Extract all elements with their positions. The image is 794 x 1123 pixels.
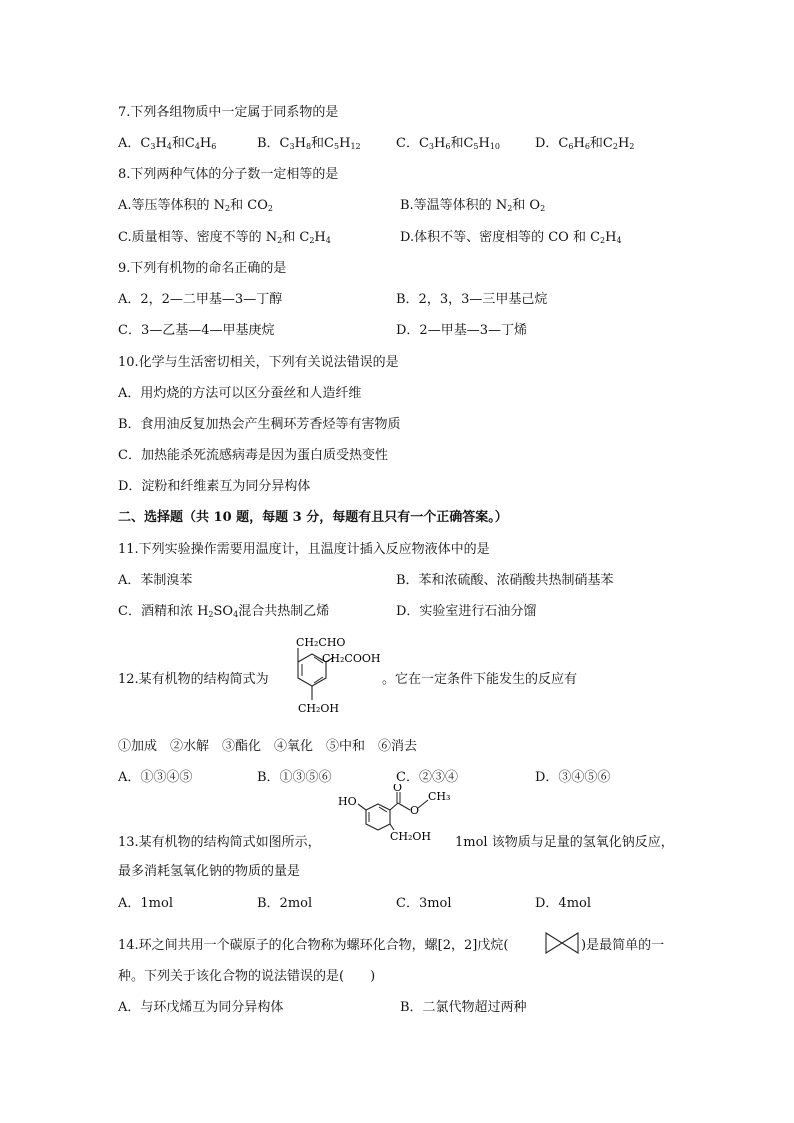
q7-option-d: D．$C_6H_6$和$C_2H_2$ <box>535 136 635 151</box>
q13-option-c: C．3mol <box>396 896 452 911</box>
q12-option-d: D．③④⑤⑥ <box>535 770 611 785</box>
q12-reactions: ①加成 ②水解 ③酯化 ④氧化 ⑤中和 ⑥消去 <box>118 739 418 754</box>
q12-group-ch2cho: CH₂CHO <box>296 636 346 649</box>
q12-group-ch2cooh: CH₂COOH <box>322 652 381 665</box>
q14-stem-prefix: 14.环之间共用一个碳原子的化合物称为螺环化合物，螺[2，2]戊烷( <box>118 938 509 953</box>
q7-option-a: A．$C_3H_4$和$C_4H_6$ <box>118 136 217 151</box>
q11-option-b: B．苯和浓硫酸、浓硝酸共热制硝基苯 <box>396 573 614 588</box>
q14-option-a: A．与环戊烯互为同分异构体 <box>118 1000 284 1015</box>
q13-option-b: B．2mol <box>257 896 313 911</box>
q7-option-b: B．$C_3H_8$和$C_5H_{12}$ <box>257 136 361 151</box>
q13-option-d: D．4mol <box>535 896 592 911</box>
q9-option-c: C．3—乙基—4—甲基庚烷 <box>118 323 275 338</box>
q11-stem: 11.下列实验操作需要用温度计，且温度计插入反应物液体中的是 <box>118 542 490 557</box>
q12-stem-prefix: 12.某有机物的结构简式为 <box>118 672 269 687</box>
q7-option-c: C．$C_3H_6$和$C_5H_{10}$ <box>396 136 501 151</box>
q13-stem-line2: 最多消耗氢氧化钠的物质的量是 <box>118 864 301 879</box>
q12-group-ch2oh: CH₂OH <box>298 702 340 715</box>
q12-option-b: B．①③⑤⑥ <box>257 770 332 785</box>
q14-stem-line2: 种。下列关于该化合物的说法错误的是( ) <box>118 969 376 984</box>
q11-option-d: D．实验室进行石油分馏 <box>396 604 537 619</box>
q13-group-ch2oh: CH₂OH <box>390 830 432 843</box>
q7-stem: 7.下列各组物质中一定属于同系物的是 <box>118 105 339 120</box>
q11-option-a: A．苯制溴苯 <box>118 573 193 588</box>
q11-option-c: C．酒精和浓 $H_2SO_4$混合共热制乙烯 <box>118 604 330 619</box>
q10-option-a: A．用灼烧的方法可以区分蚕丝和人造纤维 <box>118 386 362 401</box>
q13-group-ester-o: O <box>410 804 420 817</box>
q14-option-b: B．二氯代物超过两种 <box>400 1000 527 1015</box>
q9-option-a: A．2，2—二甲基—3—丁醇 <box>118 292 283 307</box>
q13-group-carbonyl-o: O <box>393 784 403 794</box>
section-heading: 二、选择题（共 10 题，每题 3 分，每题有且只有一个正确答案。） <box>118 510 508 525</box>
q14-stem-suffix: )是最简单的一 <box>581 938 665 953</box>
q9-option-d: D．2—甲基—3—丁烯 <box>396 323 527 338</box>
q10-option-d: D．淀粉和纤维素互为同分异构体 <box>118 479 311 494</box>
q13-option-a: A．1mol <box>118 896 173 911</box>
q8-option-d: D.体积不等、密度相等的 CO 和 $C_2H_4$ <box>400 230 622 245</box>
spiropentane-diagram <box>544 930 580 956</box>
q13-stem-suffix: 1mol 该物质与足量的氢氧化钠反应， <box>455 835 674 850</box>
q8-stem: 8.下列两种气体的分子数一定相等的是 <box>118 167 339 182</box>
q12-option-c: C．②③④ <box>396 770 458 785</box>
q13-group-ch3: CH₃ <box>428 790 451 803</box>
q12-option-a: A．①③④⑤ <box>118 770 193 785</box>
q8-option-b: B.等温等体积的 $N_2$和 $O_2$ <box>400 198 546 213</box>
q13-group-ho: HO <box>338 795 357 808</box>
q9-option-b: B．2，3，3—三甲基己烷 <box>396 292 548 307</box>
q10-option-b: B．食用油反复加热会产生稠环芳香烃等有害物质 <box>118 417 401 432</box>
q9-stem: 9.下列有机物的命名正确的是 <box>118 261 287 276</box>
q12-stem-suffix: 。它在一定条件下能发生的反应有 <box>382 672 578 687</box>
q13-structure-diagram <box>336 784 458 846</box>
q10-option-c: C．加热能杀死流感病毒是因为蛋白质受热变性 <box>118 448 388 463</box>
q13-stem-prefix: 13.某有机物的结构简式如图所示， <box>118 835 321 850</box>
q8-option-a: A.等压等体积的 $N_2$和 $CO_2$ <box>118 198 273 213</box>
q10-stem: 10.化学与生活密切相关，下列有关说法错误的是 <box>118 355 399 370</box>
q8-option-c: C.质量相等、密度不等的 $N_2$和 $C_2H_4$ <box>118 230 331 245</box>
